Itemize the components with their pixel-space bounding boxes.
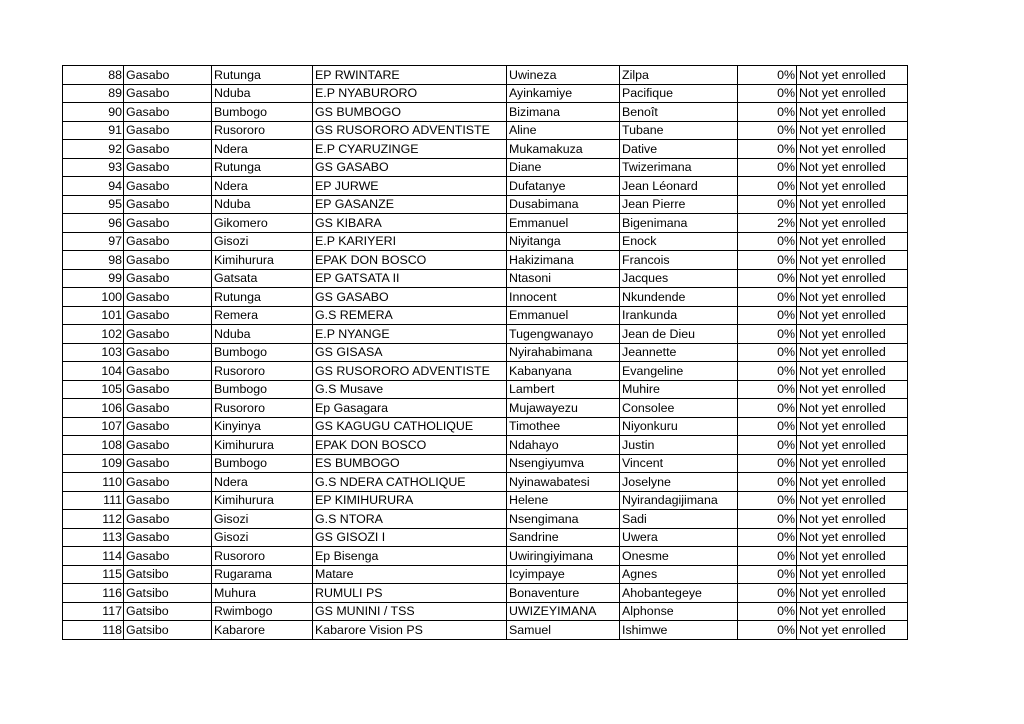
progress-cell: 0% xyxy=(738,547,797,566)
first-name-cell: Icyimpaye xyxy=(507,565,620,584)
school-cell: GS GASABO xyxy=(313,288,507,307)
row-number-cell: 110 xyxy=(63,473,124,492)
progress-cell: 0% xyxy=(738,269,797,288)
sector-cell: Kimihurura xyxy=(212,251,313,270)
sector-cell: Rutunga xyxy=(212,288,313,307)
school-cell: Matare xyxy=(313,565,507,584)
school-cell: G.S NDERA CATHOLIQUE xyxy=(313,473,507,492)
last-name-cell: Nkundende xyxy=(620,288,738,307)
progress-cell: 0% xyxy=(738,584,797,603)
first-name-cell: Tugengwanayo xyxy=(507,325,620,344)
first-name-cell: Niyitanga xyxy=(507,232,620,251)
district-cell: Gasabo xyxy=(124,177,212,196)
last-name-cell: Ahobantegeye xyxy=(620,584,738,603)
school-cell: ES BUMBOGO xyxy=(313,454,507,473)
status-cell: Not yet enrolled xyxy=(797,473,908,492)
district-cell: Gasabo xyxy=(124,380,212,399)
progress-cell: 0% xyxy=(738,121,797,140)
row-number-cell: 105 xyxy=(63,380,124,399)
district-cell: Gatsibo xyxy=(124,602,212,621)
sector-cell: Gisozi xyxy=(212,528,313,547)
first-name-cell: Dufatanye xyxy=(507,177,620,196)
sector-cell: Kimihurura xyxy=(212,491,313,510)
row-number-cell: 98 xyxy=(63,251,124,270)
row-number-cell: 102 xyxy=(63,325,124,344)
first-name-cell: Ntasoni xyxy=(507,269,620,288)
school-cell: GS KAGUGU CATHOLIQUE xyxy=(313,417,507,436)
row-number-cell: 91 xyxy=(63,121,124,140)
first-name-cell: Helene xyxy=(507,491,620,510)
school-cell: EPAK DON BOSCO xyxy=(313,436,507,455)
table-row xyxy=(63,473,908,492)
last-name-cell: Ishimwe xyxy=(620,621,738,640)
sector-cell: Gatsata xyxy=(212,269,313,288)
progress-cell: 0% xyxy=(738,510,797,529)
table-row xyxy=(63,325,908,344)
progress-cell: 0% xyxy=(738,621,797,640)
school-cell: G.S NTORA xyxy=(313,510,507,529)
district-cell: Gasabo xyxy=(124,510,212,529)
progress-cell: 0% xyxy=(738,103,797,122)
table-row xyxy=(63,565,908,584)
district-cell: Gasabo xyxy=(124,66,212,85)
progress-cell: 0% xyxy=(738,399,797,418)
progress-cell: 0% xyxy=(738,251,797,270)
row-number-cell: 92 xyxy=(63,140,124,159)
enrollment-table xyxy=(62,65,908,640)
last-name-cell: Twizerimana xyxy=(620,158,738,177)
status-cell: Not yet enrolled xyxy=(797,602,908,621)
last-name-cell: Irankunda xyxy=(620,306,738,325)
row-number-cell: 97 xyxy=(63,232,124,251)
district-cell: Gasabo xyxy=(124,214,212,233)
district-cell: Gasabo xyxy=(124,158,212,177)
first-name-cell: Timothee xyxy=(507,417,620,436)
table-row xyxy=(63,417,908,436)
table-row xyxy=(63,510,908,529)
table-row xyxy=(63,547,908,566)
last-name-cell: Alphonse xyxy=(620,602,738,621)
district-cell: Gasabo xyxy=(124,103,212,122)
progress-cell: 0% xyxy=(738,66,797,85)
progress-cell: 0% xyxy=(738,306,797,325)
sector-cell: Muhura xyxy=(212,584,313,603)
progress-cell: 0% xyxy=(738,454,797,473)
sector-cell: Rugarama xyxy=(212,565,313,584)
status-cell: Not yet enrolled xyxy=(797,140,908,159)
table-row xyxy=(63,177,908,196)
table-row xyxy=(63,621,908,640)
last-name-cell: Enock xyxy=(620,232,738,251)
row-number-cell: 112 xyxy=(63,510,124,529)
sector-cell: Gisozi xyxy=(212,232,313,251)
status-cell: Not yet enrolled xyxy=(797,288,908,307)
first-name-cell: Lambert xyxy=(507,380,620,399)
progress-cell: 0% xyxy=(738,343,797,362)
school-cell: GS KIBARA xyxy=(313,214,507,233)
table-row xyxy=(63,584,908,603)
last-name-cell: Vincent xyxy=(620,454,738,473)
row-number-cell: 95 xyxy=(63,195,124,214)
school-cell: GS RUSORORO ADVENTISTE xyxy=(313,362,507,381)
status-cell: Not yet enrolled xyxy=(797,232,908,251)
status-cell: Not yet enrolled xyxy=(797,269,908,288)
status-cell: Not yet enrolled xyxy=(797,121,908,140)
progress-cell: 0% xyxy=(738,380,797,399)
last-name-cell: Nyirandagijimana xyxy=(620,491,738,510)
sector-cell: Nduba xyxy=(212,84,313,103)
first-name-cell: Diane xyxy=(507,158,620,177)
first-name-cell: Nsengiyumva xyxy=(507,454,620,473)
district-cell: Gasabo xyxy=(124,399,212,418)
table-row xyxy=(63,214,908,233)
progress-cell: 0% xyxy=(738,195,797,214)
progress-cell: 0% xyxy=(738,491,797,510)
table-row xyxy=(63,66,908,85)
table-row xyxy=(63,454,908,473)
table-row xyxy=(63,380,908,399)
progress-cell: 0% xyxy=(738,602,797,621)
status-cell: Not yet enrolled xyxy=(797,454,908,473)
table-row xyxy=(63,140,908,159)
status-cell: Not yet enrolled xyxy=(797,584,908,603)
status-cell: Not yet enrolled xyxy=(797,158,908,177)
district-cell: Gatsibo xyxy=(124,621,212,640)
sector-cell: Rutunga xyxy=(212,158,313,177)
row-number-cell: 108 xyxy=(63,436,124,455)
progress-cell: 0% xyxy=(738,325,797,344)
status-cell: Not yet enrolled xyxy=(797,491,908,510)
last-name-cell: Muhire xyxy=(620,380,738,399)
district-cell: Gasabo xyxy=(124,251,212,270)
district-cell: Gasabo xyxy=(124,269,212,288)
status-cell: Not yet enrolled xyxy=(797,380,908,399)
school-cell: G.S REMERA xyxy=(313,306,507,325)
row-number-cell: 109 xyxy=(63,454,124,473)
first-name-cell: Emmanuel xyxy=(507,306,620,325)
table-row xyxy=(63,269,908,288)
sector-cell: Rusororo xyxy=(212,547,313,566)
last-name-cell: Jean Pierre xyxy=(620,195,738,214)
district-cell: Gasabo xyxy=(124,547,212,566)
last-name-cell: Justin xyxy=(620,436,738,455)
status-cell: Not yet enrolled xyxy=(797,510,908,529)
last-name-cell: Consolee xyxy=(620,399,738,418)
row-number-cell: 89 xyxy=(63,84,124,103)
row-number-cell: 107 xyxy=(63,417,124,436)
district-cell: Gasabo xyxy=(124,288,212,307)
progress-cell: 2% xyxy=(738,214,797,233)
row-number-cell: 93 xyxy=(63,158,124,177)
sector-cell: Ndera xyxy=(212,473,313,492)
table-row xyxy=(63,121,908,140)
sector-cell: Rusororo xyxy=(212,399,313,418)
school-cell: GS BUMBOGO xyxy=(313,103,507,122)
row-number-cell: 113 xyxy=(63,528,124,547)
status-cell: Not yet enrolled xyxy=(797,436,908,455)
sector-cell: Bumbogo xyxy=(212,343,313,362)
school-cell: E.P NYANGE xyxy=(313,325,507,344)
district-cell: Gasabo xyxy=(124,436,212,455)
status-cell: Not yet enrolled xyxy=(797,621,908,640)
status-cell: Not yet enrolled xyxy=(797,251,908,270)
last-name-cell: Niyonkuru xyxy=(620,417,738,436)
status-cell: Not yet enrolled xyxy=(797,177,908,196)
table-row xyxy=(63,251,908,270)
first-name-cell: Nyirahabimana xyxy=(507,343,620,362)
last-name-cell: Jeannette xyxy=(620,343,738,362)
sector-cell: Bumbogo xyxy=(212,454,313,473)
district-cell: Gasabo xyxy=(124,84,212,103)
status-cell: Not yet enrolled xyxy=(797,343,908,362)
last-name-cell: Jean Léonard xyxy=(620,177,738,196)
first-name-cell: Uwineza xyxy=(507,66,620,85)
first-name-cell: Emmanuel xyxy=(507,214,620,233)
progress-cell: 0% xyxy=(738,473,797,492)
status-cell: Not yet enrolled xyxy=(797,214,908,233)
school-cell: GS GISOZI I xyxy=(313,528,507,547)
sector-cell: Kinyinya xyxy=(212,417,313,436)
status-cell: Not yet enrolled xyxy=(797,306,908,325)
school-cell: EP JURWE xyxy=(313,177,507,196)
sector-cell: Ndera xyxy=(212,140,313,159)
progress-cell: 0% xyxy=(738,528,797,547)
table-row xyxy=(63,491,908,510)
progress-cell: 0% xyxy=(738,177,797,196)
first-name-cell: Aline xyxy=(507,121,620,140)
status-cell: Not yet enrolled xyxy=(797,84,908,103)
row-number-cell: 88 xyxy=(63,66,124,85)
school-cell: Ep Gasagara xyxy=(313,399,507,418)
row-number-cell: 100 xyxy=(63,288,124,307)
sector-cell: Gisozi xyxy=(212,510,313,529)
first-name-cell: Dusabimana xyxy=(507,195,620,214)
last-name-cell: Agnes xyxy=(620,565,738,584)
progress-cell: 0% xyxy=(738,288,797,307)
district-cell: Gasabo xyxy=(124,417,212,436)
district-cell: Gasabo xyxy=(124,454,212,473)
last-name-cell: Evangeline xyxy=(620,362,738,381)
school-cell: GS GASABO xyxy=(313,158,507,177)
school-cell: E.P CYARUZINGE xyxy=(313,140,507,159)
district-cell: Gasabo xyxy=(124,491,212,510)
table-row xyxy=(63,288,908,307)
sector-cell: Rwimbogo xyxy=(212,602,313,621)
row-number-cell: 111 xyxy=(63,491,124,510)
sector-cell: Bumbogo xyxy=(212,380,313,399)
district-cell: Gasabo xyxy=(124,195,212,214)
table-row xyxy=(63,84,908,103)
progress-cell: 0% xyxy=(738,436,797,455)
district-cell: Gasabo xyxy=(124,232,212,251)
row-number-cell: 103 xyxy=(63,343,124,362)
last-name-cell: Joselyne xyxy=(620,473,738,492)
last-name-cell: Uwera xyxy=(620,528,738,547)
school-cell: GS GISASA xyxy=(313,343,507,362)
progress-cell: 0% xyxy=(738,565,797,584)
school-cell: E.P NYABURORO xyxy=(313,84,507,103)
status-cell: Not yet enrolled xyxy=(797,547,908,566)
first-name-cell: Sandrine xyxy=(507,528,620,547)
school-cell: E.P KARIYERI xyxy=(313,232,507,251)
last-name-cell: Jean de Dieu xyxy=(620,325,738,344)
district-cell: Gasabo xyxy=(124,362,212,381)
row-number-cell: 115 xyxy=(63,565,124,584)
table-row xyxy=(63,103,908,122)
table-row xyxy=(63,343,908,362)
row-number-cell: 106 xyxy=(63,399,124,418)
school-cell: EP GATSATA II xyxy=(313,269,507,288)
school-cell: EP RWINTARE xyxy=(313,66,507,85)
progress-cell: 0% xyxy=(738,417,797,436)
school-cell: Ep Bisenga xyxy=(313,547,507,566)
table-row xyxy=(63,362,908,381)
school-cell: RUMULI PS xyxy=(313,584,507,603)
last-name-cell: Zilpa xyxy=(620,66,738,85)
sector-cell: Nduba xyxy=(212,325,313,344)
last-name-cell: Jacques xyxy=(620,269,738,288)
first-name-cell: Mukamakuza xyxy=(507,140,620,159)
sector-cell: Rutunga xyxy=(212,66,313,85)
status-cell: Not yet enrolled xyxy=(797,399,908,418)
progress-cell: 0% xyxy=(738,158,797,177)
row-number-cell: 116 xyxy=(63,584,124,603)
first-name-cell: Kabanyana xyxy=(507,362,620,381)
first-name-cell: UWIZEYIMANA xyxy=(507,602,620,621)
last-name-cell: Onesme xyxy=(620,547,738,566)
last-name-cell: Francois xyxy=(620,251,738,270)
district-cell: Gasabo xyxy=(124,528,212,547)
status-cell: Not yet enrolled xyxy=(797,66,908,85)
first-name-cell: Bizimana xyxy=(507,103,620,122)
first-name-cell: Ayinkamiye xyxy=(507,84,620,103)
school-cell: GS RUSORORO ADVENTISTE xyxy=(313,121,507,140)
district-cell: Gasabo xyxy=(124,140,212,159)
table-row xyxy=(63,195,908,214)
school-cell: EP KIMIHURURA xyxy=(313,491,507,510)
district-cell: Gasabo xyxy=(124,306,212,325)
sector-cell: Kimihurura xyxy=(212,436,313,455)
sector-cell: Rusororo xyxy=(212,362,313,381)
first-name-cell: Bonaventure xyxy=(507,584,620,603)
school-cell: EP GASANZE xyxy=(313,195,507,214)
sector-cell: Remera xyxy=(212,306,313,325)
sector-cell: Rusororo xyxy=(212,121,313,140)
last-name-cell: Sadi xyxy=(620,510,738,529)
school-cell: G.S Musave xyxy=(313,380,507,399)
row-number-cell: 118 xyxy=(63,621,124,640)
last-name-cell: Tubane xyxy=(620,121,738,140)
table-row xyxy=(63,306,908,325)
last-name-cell: Bigenimana xyxy=(620,214,738,233)
first-name-cell: Ndahayo xyxy=(507,436,620,455)
row-number-cell: 104 xyxy=(63,362,124,381)
table-row xyxy=(63,232,908,251)
district-cell: Gatsibo xyxy=(124,565,212,584)
row-number-cell: 114 xyxy=(63,547,124,566)
row-number-cell: 99 xyxy=(63,269,124,288)
progress-cell: 0% xyxy=(738,84,797,103)
last-name-cell: Benoît xyxy=(620,103,738,122)
district-cell: Gasabo xyxy=(124,325,212,344)
status-cell: Not yet enrolled xyxy=(797,362,908,381)
status-cell: Not yet enrolled xyxy=(797,565,908,584)
status-cell: Not yet enrolled xyxy=(797,325,908,344)
sector-cell: Ndera xyxy=(212,177,313,196)
table-row xyxy=(63,158,908,177)
progress-cell: 0% xyxy=(738,232,797,251)
first-name-cell: Innocent xyxy=(507,288,620,307)
school-cell: EPAK DON BOSCO xyxy=(313,251,507,270)
table-row xyxy=(63,399,908,418)
status-cell: Not yet enrolled xyxy=(797,103,908,122)
first-name-cell: Hakizimana xyxy=(507,251,620,270)
district-cell: Gatsibo xyxy=(124,584,212,603)
row-number-cell: 90 xyxy=(63,103,124,122)
first-name-cell: Samuel xyxy=(507,621,620,640)
sector-cell: Gikomero xyxy=(212,214,313,233)
table-row xyxy=(63,436,908,455)
row-number-cell: 101 xyxy=(63,306,124,325)
school-cell: GS MUNINI / TSS xyxy=(313,602,507,621)
progress-cell: 0% xyxy=(738,362,797,381)
row-number-cell: 117 xyxy=(63,602,124,621)
progress-cell: 0% xyxy=(738,140,797,159)
sector-cell: Kabarore xyxy=(212,621,313,640)
table-row xyxy=(63,602,908,621)
last-name-cell: Dative xyxy=(620,140,738,159)
district-cell: Gasabo xyxy=(124,473,212,492)
status-cell: Not yet enrolled xyxy=(797,528,908,547)
sector-cell: Bumbogo xyxy=(212,103,313,122)
last-name-cell: Pacifique xyxy=(620,84,738,103)
first-name-cell: Nsengimana xyxy=(507,510,620,529)
row-number-cell: 96 xyxy=(63,214,124,233)
district-cell: Gasabo xyxy=(124,121,212,140)
sector-cell: Nduba xyxy=(212,195,313,214)
district-cell: Gasabo xyxy=(124,343,212,362)
first-name-cell: Mujawayezu xyxy=(507,399,620,418)
school-cell: Kabarore Vision PS xyxy=(313,621,507,640)
first-name-cell: Nyinawabatesi xyxy=(507,473,620,492)
status-cell: Not yet enrolled xyxy=(797,195,908,214)
first-name-cell: Uwiringiyimana xyxy=(507,547,620,566)
table-row xyxy=(63,528,908,547)
status-cell: Not yet enrolled xyxy=(797,417,908,436)
table-body xyxy=(63,66,908,640)
row-number-cell: 94 xyxy=(63,177,124,196)
